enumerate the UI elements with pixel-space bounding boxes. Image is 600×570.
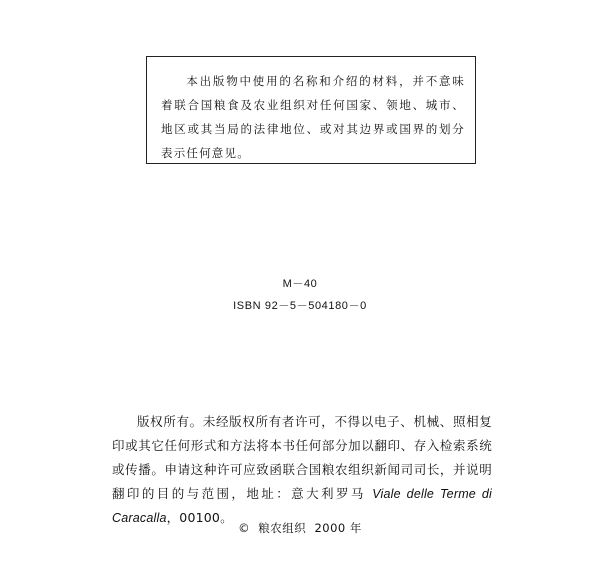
- copyright-paragraph: [112, 410, 492, 530]
- address-latin: Viale delle Terme di Caracalla: [112, 487, 492, 525]
- disclaimer-box: [146, 56, 476, 164]
- publication-codes: [0, 273, 600, 317]
- disclaimer-text: 本出版物中使用的名称和介绍的材料，并不意味着联合国粮食及农业组织对任何国家、领地、城市、地区或其当局的法律地位、或对其边界或国界的划分表示任何意见。: [161, 74, 465, 160]
- copyright-symbol: ©: [238, 521, 251, 535]
- copyright-notice: [112, 410, 492, 530]
- isbn-number: ISBN 92－5－504180－0: [233, 300, 367, 312]
- imprint-line: [0, 520, 600, 536]
- publication-year: 2000 年: [314, 521, 362, 535]
- address-tail: ，00100。: [166, 510, 233, 525]
- job-number: M－40: [282, 278, 318, 290]
- copyright-text: 版权所有。未经版权所有者许可，不得以电子、机械、照相复印或其它任何形式和方法将本书任何部分加以翻印、存入检索系统或传播。申请这种许可应致函联合国粮农组织新闻司司长，并说明翻印的目的与范围，地址：意大利罗马: [112, 414, 492, 501]
- publisher-name: 粮农组织: [258, 521, 307, 535]
